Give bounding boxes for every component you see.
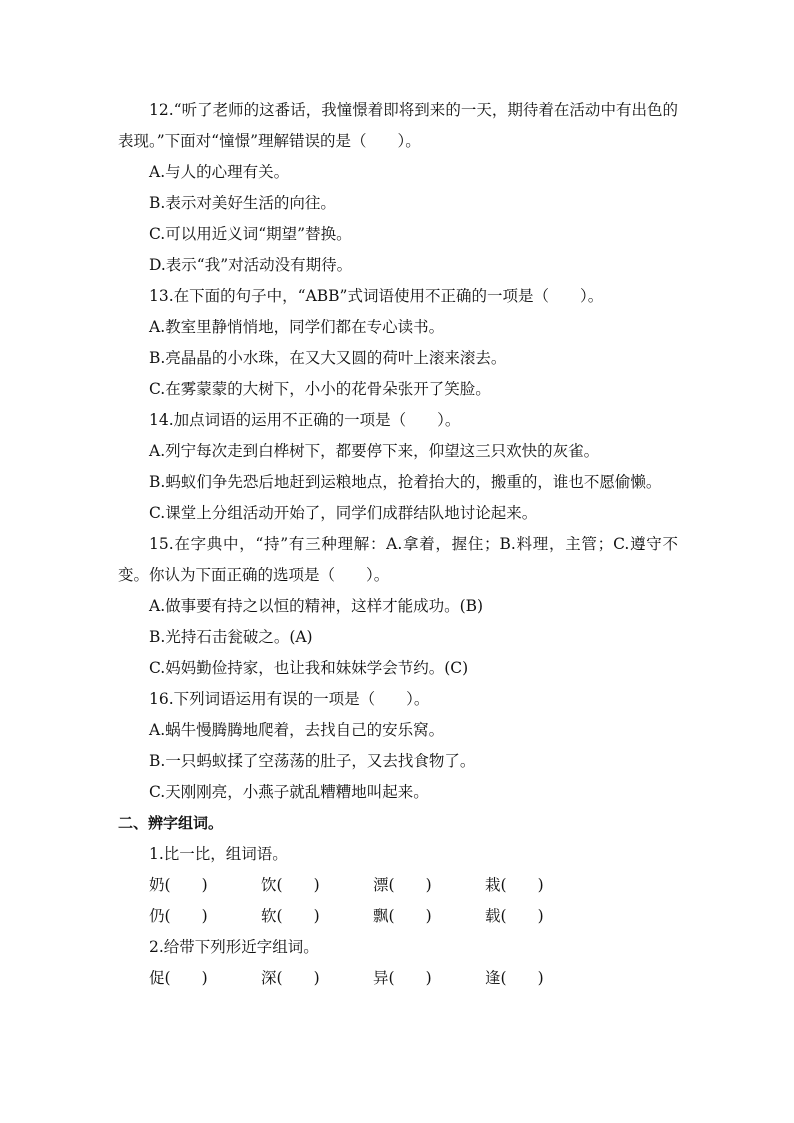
char-cell: 载( ) xyxy=(485,901,597,932)
answer-blank[interactable]: ( ) xyxy=(388,876,432,894)
question-12-option-c: C.可以用近义词“期望”替换。 xyxy=(149,225,352,243)
question-13-stem: 13.在下面的句子中，“ABB”式词语使用不正确的一项是（ ）。 xyxy=(149,287,604,305)
char-cell: 奶( ) xyxy=(149,870,261,901)
question-12-option-a: A.与人的心理有关。 xyxy=(149,163,290,181)
question-16-option-a: A.蜗牛慢腾腾地爬着，去找自己的安乐窝。 xyxy=(149,721,445,739)
question-14-stem: 14.加点词语的运用不正确的一项是（ ）。 xyxy=(149,411,461,429)
answer-blank[interactable]: ( ) xyxy=(500,876,544,894)
question-12-option-b: B.表示对美好生活的向往。 xyxy=(149,194,336,212)
question-14-option-a: A.列宁每次走到白桦树下，都要停下来，仰望这三只欢快的灰雀。 xyxy=(149,442,600,460)
char-cell: 软( ) xyxy=(261,901,373,932)
char-compare-row-2 xyxy=(118,901,678,932)
question-14-option-b: B.蚂蚁们争先恐后地赶到运粮地点，抢着抬大的，搬重的，谁也不愿偷懒。 xyxy=(149,473,662,491)
answer-blank[interactable]: ( ) xyxy=(500,907,544,925)
question-15-option-b: B.光持石击瓮破之。(A) xyxy=(149,628,313,646)
question-13-option-a: A.教室里静悄悄地，同学们都在专心读书。 xyxy=(149,318,445,336)
answer-blank[interactable]: ( ) xyxy=(164,907,208,925)
char-compare-row-1 xyxy=(118,870,678,901)
question-16-option-c: C.天刚刚亮，小燕子就乱糟糟地叫起来。 xyxy=(149,783,429,801)
question-14-option-c: C.课堂上分组活动开始了，同学们成群结队地讨论起来。 xyxy=(149,504,538,522)
char-cell: 漂( ) xyxy=(373,870,485,901)
answer-blank[interactable]: ( ) xyxy=(276,907,320,925)
answer-blank[interactable]: ( ) xyxy=(276,876,320,894)
section-2-sub1-title: 1.比一比，组词语。 xyxy=(149,845,288,863)
question-13-option-c: C.在雾蒙蒙的大树下，小小的花骨朵张开了笑脸。 xyxy=(149,380,491,398)
answer-blank[interactable]: ( ) xyxy=(388,969,432,987)
section-2-sub2-title: 2.给带下列形近字组词。 xyxy=(149,938,319,956)
similar-char-row-1 xyxy=(118,963,678,994)
char-cell: 飘( ) xyxy=(373,901,485,932)
char-cell: 逢( ) xyxy=(485,963,597,994)
char-cell: 异( ) xyxy=(373,963,485,994)
answer-blank[interactable]: ( ) xyxy=(388,907,432,925)
section-2-title: 二、辨字组词。 xyxy=(118,814,224,832)
question-12-option-d: D.表示“我”对活动没有期待。 xyxy=(149,256,353,274)
char-cell: 仍( ) xyxy=(149,901,261,932)
char-cell: 饮( ) xyxy=(261,870,373,901)
question-12-stem: 12.“听了老师的这番话，我憧憬着即将到来的一天，期待着在活动中有出色的表现。”下面对“憧憬”理解错误的是（ ）。 xyxy=(118,101,678,150)
char-cell: 促( ) xyxy=(149,963,261,994)
answer-blank[interactable]: ( ) xyxy=(164,876,208,894)
answer-blank[interactable]: ( ) xyxy=(276,969,320,987)
question-15-option-a: A.做事要有持之以恒的精神，这样才能成功。(B) xyxy=(149,597,484,615)
char-cell: 栽( ) xyxy=(485,870,597,901)
answer-blank[interactable]: ( ) xyxy=(500,969,544,987)
question-15-stem: 15.在字典中，“持”有三种理解：A.拿着，握住；B.料理，主管；C.遵守不变。你认为下面正确的选项是（ ）。 xyxy=(118,535,678,584)
question-16-option-b: B.一只蚂蚁揉了空荡荡的肚子，又去找食物了。 xyxy=(149,752,476,770)
question-15-option-c: C.妈妈勤俭持家，也让我和妹妹学会节约。(C) xyxy=(149,659,469,677)
question-16-stem: 16.下列词语运用有误的一项是（ ）。 xyxy=(149,690,430,708)
question-13-option-b: B.亮晶晶的小水珠，在又大又圆的荷叶上滚来滚去。 xyxy=(149,349,507,367)
page-content xyxy=(118,95,678,994)
answer-blank[interactable]: ( ) xyxy=(164,969,208,987)
char-cell: 深( ) xyxy=(261,963,373,994)
